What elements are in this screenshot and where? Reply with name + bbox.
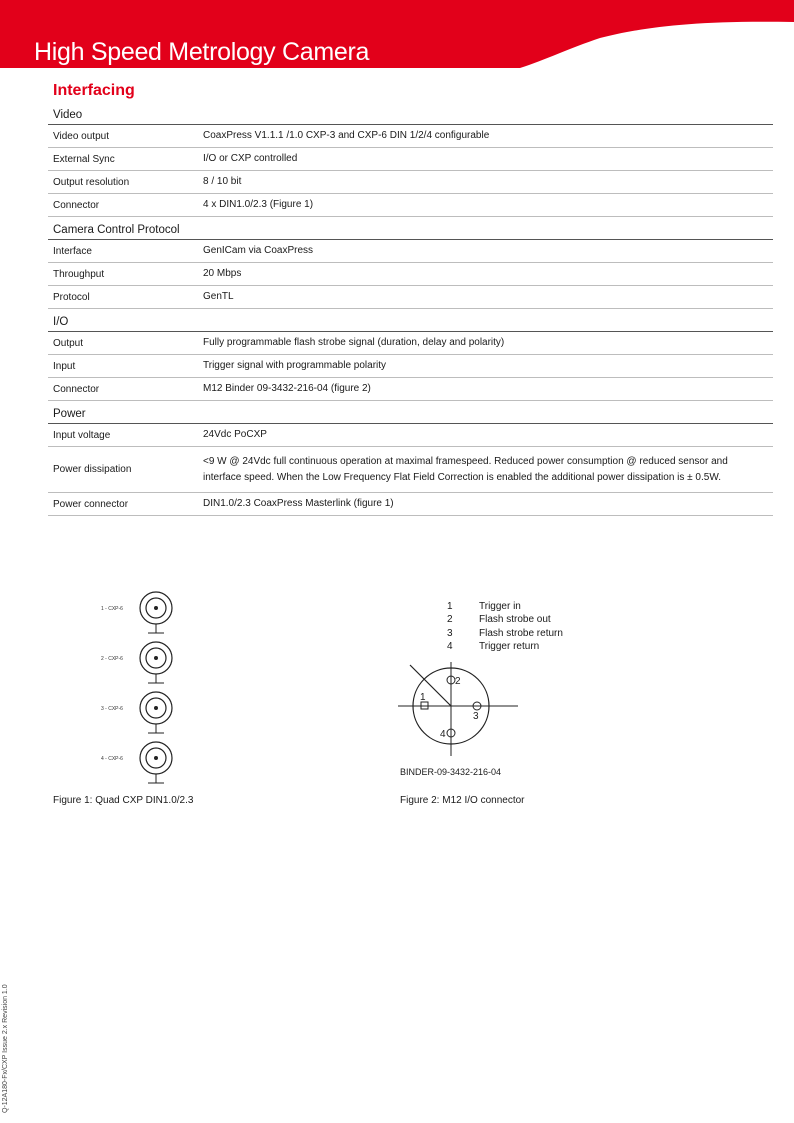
spec-key: Power connector <box>53 498 129 510</box>
spec-row <box>48 194 773 217</box>
spec-key: Throughput <box>53 268 105 280</box>
spec-key: External Sync <box>53 153 115 165</box>
document-title: High Speed Metrology Camera <box>34 38 370 66</box>
spec-row <box>48 378 773 401</box>
pin-1-label: 1 <box>420 692 426 703</box>
pin-legend-item <box>447 627 563 640</box>
pin-number: 2 <box>447 614 453 626</box>
spec-row <box>48 355 773 378</box>
spec-table <box>48 105 773 519</box>
spec-key: Input <box>53 360 76 372</box>
section-title: Interfacing <box>53 82 135 99</box>
binder-part-number: BINDER-09-3432-216-04 <box>400 767 502 777</box>
spec-row <box>48 424 773 447</box>
spec-value: CoaxPress V1.1.1 /1.0 CXP-3 and CXP-6 DIN 1/2/4 configurable <box>203 130 490 141</box>
document-revision: Q-12A180-Fx/CXP Issue 2.x Revision 1.0 <box>2 984 9 1113</box>
spec-row <box>48 493 773 516</box>
spec-row <box>48 286 773 309</box>
figure-2-caption: Figure 2: M12 I/O connector <box>400 795 525 806</box>
spec-key: Video output <box>53 130 109 142</box>
spec-key: Output resolution <box>53 176 130 188</box>
spec-value: 8 / 10 bit <box>203 176 242 187</box>
pin-label: Flash strobe out <box>479 614 551 626</box>
spec-value: 20 Mbps <box>203 268 242 279</box>
pin-legend-item <box>447 613 563 626</box>
m12-key-line <box>410 665 451 706</box>
spec-group <box>48 404 773 516</box>
spec-key: Connector <box>53 199 100 211</box>
cxp-connector <box>101 642 172 683</box>
spec-value: Fully programmable flash strobe signal (duration, delay and polarity) <box>203 337 505 348</box>
cxp-label: 4 - CXP-6 <box>101 756 123 762</box>
spec-value: 24Vdc PoCXP <box>203 429 267 440</box>
pin-label: Flash strobe return <box>479 627 563 639</box>
spec-key: Input voltage <box>53 429 111 441</box>
spec-group-title: Camera Control Protocol <box>48 220 773 240</box>
cxp-connector <box>101 592 172 633</box>
pin-legend-item <box>447 640 563 653</box>
spec-group-title: I/O <box>48 312 773 332</box>
pin-label: Trigger return <box>479 641 540 653</box>
spec-row <box>48 263 773 286</box>
spec-value: M12 Binder 09-3432-216-04 (figure 2) <box>203 383 371 394</box>
spec-value: I/O or CXP controlled <box>203 153 298 164</box>
pin-legend <box>447 600 563 654</box>
figure-1-quad-cxp-diagram <box>96 590 186 785</box>
spec-group <box>48 312 773 401</box>
spec-key: Power dissipation <box>53 464 132 475</box>
cxp-label: 2 - CXP-6 <box>101 656 123 662</box>
cxp-label: 1 - CXP-6 <box>101 606 123 612</box>
pin-number: 4 <box>447 641 453 653</box>
pin-legend-item <box>447 600 563 613</box>
cxp-connector <box>101 692 172 733</box>
pin-number: 3 <box>447 627 453 639</box>
pin-4-label: 4 <box>440 729 446 740</box>
page-header <box>0 0 794 70</box>
spec-row <box>48 332 773 355</box>
spec-value: GenICam via CoaxPress <box>203 245 314 256</box>
spec-group <box>48 105 773 217</box>
spec-value: DIN1.0/2.3 CoaxPress Masterlink (figure 1) <box>203 498 394 509</box>
spec-group <box>48 220 773 309</box>
spec-row <box>48 171 773 194</box>
spec-key: Interface <box>53 245 92 257</box>
pin-3-label: 3 <box>473 711 479 722</box>
spec-key: Connector <box>53 383 100 395</box>
spec-key: Output <box>53 337 84 349</box>
spec-row <box>48 447 773 493</box>
figure-1-caption: Figure 1: Quad CXP DIN1.0/2.3 <box>53 795 194 806</box>
pin-number: 1 <box>447 601 453 612</box>
spec-value: GenTL <box>203 291 234 302</box>
pin-2-label: 2 <box>455 676 461 687</box>
spec-group-title: Power <box>48 404 773 424</box>
spec-value: <9 W @ 24Vdc full continuous operation at maximal framespeed. Reduced power consumption @ reduced sensor and interface speed. When the Low Frequency Flat Field Correction is enabled the additional power dissipation is ± 0.5W. <box>203 455 728 483</box>
pin-label: Trigger in <box>479 601 521 612</box>
spec-row <box>48 125 773 148</box>
spec-key: Protocol <box>53 291 90 303</box>
figure-2-m12-diagram <box>398 660 523 760</box>
spec-value: Trigger signal with programmable polarity <box>203 360 387 371</box>
cxp-connector <box>101 742 172 783</box>
spec-row <box>48 240 773 263</box>
spec-row <box>48 148 773 171</box>
spec-value: 4 x DIN1.0/2.3 (Figure 1) <box>203 199 314 210</box>
cxp-label: 3 - CXP-6 <box>101 706 123 712</box>
spec-group-title: Video <box>48 105 773 125</box>
